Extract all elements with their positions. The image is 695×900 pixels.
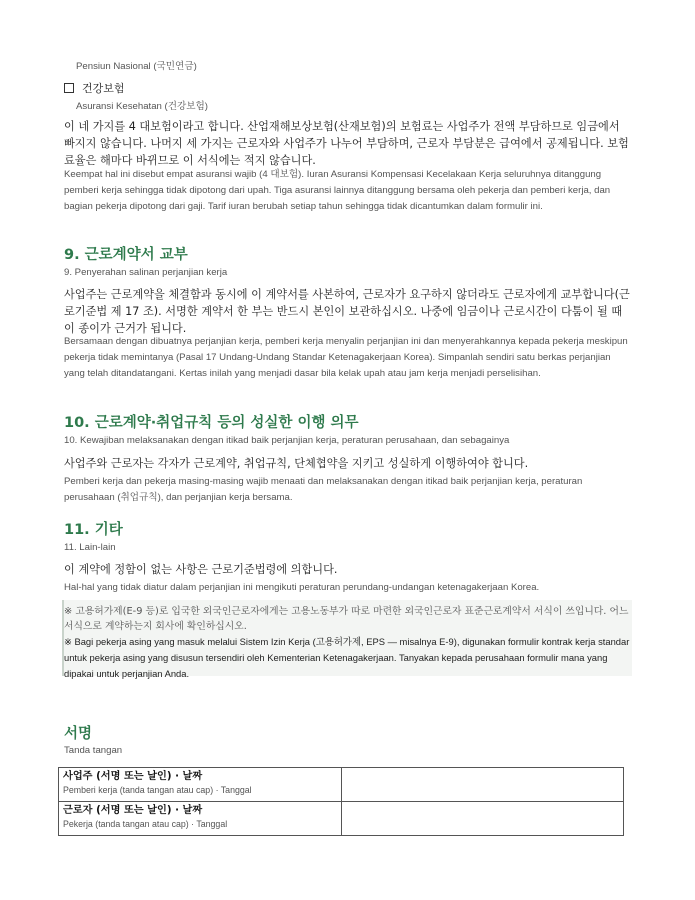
worker-signature-field[interactable] — [342, 802, 624, 836]
health-insurance-row — [64, 80, 125, 96]
signature-label-id: Pemberi kerja (tanda tangan atau cap) · Tanggal — [63, 785, 252, 795]
section-heading-id: 11. Lain-lain — [64, 542, 116, 553]
section-heading-id: 10. Kewajiban melaksanakan dengan itikad baik perjanjian kerja, peraturan perusahaan, dan sebagainya — [64, 435, 510, 446]
signature-label-cell — [59, 768, 342, 802]
note-ko: ※ 고용허가제(E-9 등)로 입국한 외국인근로자에게는 고용노동부가 따로 마련한 외국인근로자 표준근로계약서 서식이 쓰입니다. 어느 서식으로 계약하는지 회사에 확인하십시오. — [64, 606, 629, 632]
note-id: ※ Bagi pekerja asing yang masuk melalui Sistem Izin Kerja (고용허가제, EPS — misalnya E-9), digunakan formulir kontrak kerja standar untuk pekerja asing yang disusun tersendiri oleh Kementerian Ketenagakerjaan. Tanyakan kepada perusahaan formulir mana yang dipakai untuk perjanjian Anda. — [64, 636, 630, 679]
signature-title: 서명 — [64, 726, 93, 742]
signature-table — [58, 767, 624, 836]
section-body-ko: 사업주와 근로자는 각자가 근로계약, 취업규칙, 단체협약을 지키고 성실하게 이행하여야 합니다. — [64, 457, 529, 470]
health-insurance-checkbox[interactable] — [64, 83, 74, 93]
pension-label-id: Pensiun Nasional (국민연금) — [76, 61, 197, 72]
section-body-id: Pemberi kerja dan pekerja masing-masing wajib menaati dan melaksanakan dengan itikad baik perjanjian kerja, peraturan perusahaan (취업규칙), dan perjanjian kerja bersama. — [64, 476, 583, 503]
section-body-id: Bersamaan dengan dibuatnya perjanjian kerja, pemberi kerja menyalin perjanjian ini dan menyerahkannya kepada pekerja meskipun pekerja tidak memintanya (Pasal 17 Undang-Undang Standar Ketenagakerjaan Korea). Simpanlah sendiri satu berkas perjanjian yang telah ditandatangani. Kertas inilah yang menjadi dasar bila kelak upah atau jam kerja menjadi perselisihan. — [64, 336, 628, 379]
employer-signature-field[interactable] — [342, 768, 624, 802]
insurance-note-id: Keempat hal ini disebut empat asuransi wajib (4 대보험). Iuran Asuransi Kompensasi Kecelakaan Kerja seluruhnya ditanggung pemberi kerja sehingga tidak dipotong dari upah. Tiga asuransi lainnya ditanggung bersama oleh pekerja dan pemberi kerja, dan bagian pekerja dipotong dari gaji. Tarif iuran berubah setiap tahun sehingga tidak dicantumkan dalam formulir ini. — [64, 169, 611, 212]
health-insurance-label: 건강보험 — [82, 82, 125, 95]
signature-label-id: Pekerja (tanda tangan atau cap) · Tanggal — [63, 819, 228, 829]
section-heading: 10. 근로계약·취업규칙 등의 성실한 이행 의무 — [64, 415, 359, 431]
signature-subtitle: Tanda tangan — [64, 745, 123, 756]
insurance-note-ko: 이 네 가지를 4 대보험이라고 합니다. 산업재해보상보험(산재보험)의 보험료는 사업주가 전액 부담하므로 임금에서 빠지지 않습니다. 나머지 세 가지는 근로자와 사업주가 나누어 부담하며, 근로자 부담분은 급여에서 공제됩니다. 보험료율은 해마다 바뀌므로 이 서식에는 적지 않습니다. — [64, 120, 629, 167]
section-body-ko: 사업주는 근로계약을 체결함과 동시에 이 계약서를 사본하여, 근로자가 요구하지 않더라도 근로자에게 교부합니다(근로기준법 제 17 조). 서명한 계약서 한 부는 반드시 본인이 보관하십시오. 나중에 임금이나 근로시간이 다툼이 될 때 이 종이가 근거가 됩니다. — [64, 288, 630, 335]
section-body-ko: 이 계약에 정함이 없는 사항은 근로기준법령에 의합니다. — [64, 563, 338, 576]
signature-label-ko: 사업주 (서명 또는 날인) · 날짜 — [63, 771, 203, 782]
health-insurance-label-id: Asuransi Kesehatan (건강보험) — [76, 101, 208, 112]
signature-label-cell — [59, 802, 342, 836]
section-heading-id: 9. Penyerahan salinan perjanjian kerja — [64, 267, 228, 278]
signature-row-worker — [59, 802, 624, 836]
signature-label-ko: 근로자 (서명 또는 날인) · 날짜 — [63, 805, 203, 816]
signature-row-employer — [59, 768, 624, 802]
section-body-id: Hal-hal yang tidak diatur dalam perjanjian ini mengikuti peraturan perundang-undangan ketenagakerjaan Korea. — [64, 582, 540, 593]
section-heading: 9. 근로계약서 교부 — [64, 247, 188, 263]
section-heading: 11. 기타 — [64, 522, 123, 538]
